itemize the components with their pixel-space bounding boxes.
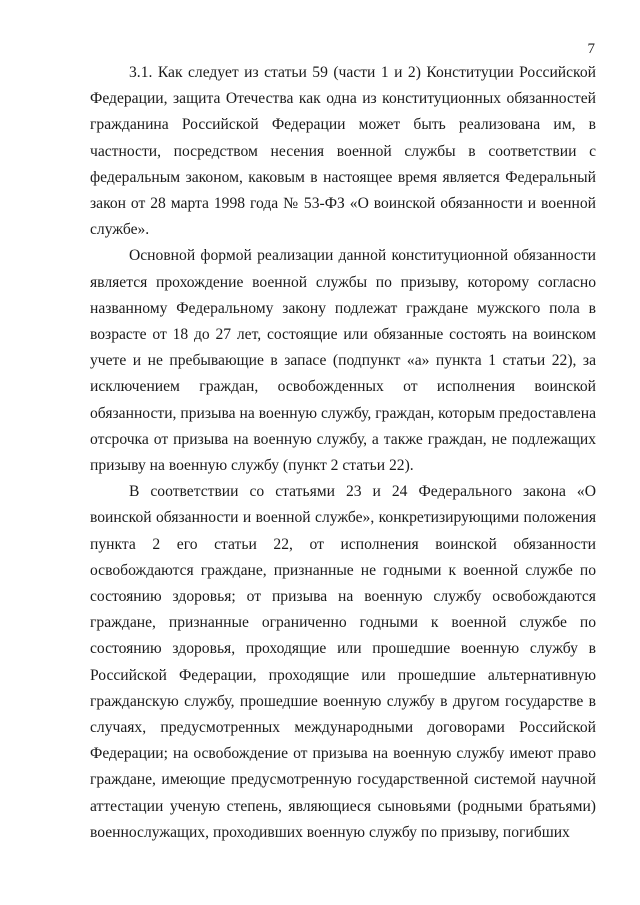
paragraph-1: 3.1. Как следует из статьи 59 (части 1 и 2) Конституции Российской Федерации, защита Отечества как одна из конституционных обязанностей гражданина Российской Федерации может быть реализована им, в частности, посредством несения военной службы в соответствии с федеральным законом, каковым в настоящее время является Федеральный закон от 28 марта 1998 года № 53-ФЗ «О воинской обязанности и военной службе». [90, 64, 596, 239]
page-number: 7 [587, 41, 595, 57]
paragraph-2: Основной формой реализации данной конституционной обязанности является прохождение военной службы по призыву, которому согласно названному Федеральному закону подлежат граждане мужского пола в возрасте от 18 до 27 лет, состоящие или обязанные состоять на воинском учете и не пребывающие в запасе (подпункт «а» пункта 1 статьи 22), за исключением граждан, освобожденных от исполнения воинской обязанности, призыва на военную службу, граждан, которым предоставлена отсрочка от призыва на военную службу, а также граждан, не подлежащих призыву на военную службу (пункт 2 статьи 22). [90, 247, 596, 475]
document-body [90, 60, 596, 846]
paragraph-3: В соответствии со статьями 23 и 24 Федерального закона «О воинской обязанности и военной службе», конкретизирующими положения пункта 2 его статьи 22, от исполнения воинской обязанности освобождаются граждане, признанные не годными к военной службе по состоянию здоровья; от призыва на военную службу освобождаются граждане, признанные ограниченно годными к военной службе по состоянию здоровья, проходящие или прошедшие военную службу в Российской Федерации, проходящие или прошедшие альтернативную гражданскую службу, прошедшие военную службу в другом государстве в случаях, предусмотренных международными договорами Российской Федерации; на освобождение от призыва на военную службу имеют право граждане, имеющие предусмотренную государственной системой научной аттестации ученую степень, являющиеся сыновьями (родными братьями) военнослужащих, проходивших военную службу по призыву, погибших [90, 483, 596, 841]
